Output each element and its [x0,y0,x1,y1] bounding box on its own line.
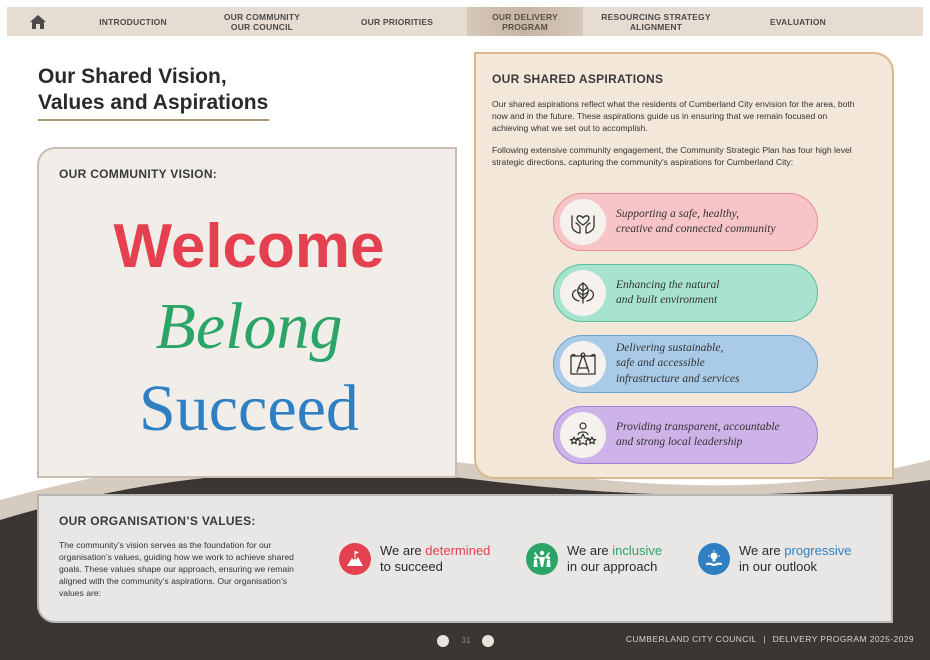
shared-aspirations-card [474,52,894,479]
aspiration-text [616,420,780,451]
nav-item-our-community[interactable] [197,7,327,36]
aspirations-title: OUR SHARED ASPIRATIONS [492,72,664,86]
value-text [380,543,490,575]
nav-item-our-priorities[interactable] [327,7,467,36]
footer-doc: DELIVERY PROGRAM 2025-2029 [772,634,914,644]
value-keyword: progressive [784,543,852,558]
nav-item-resourcing-strategy[interactable] [583,7,729,36]
organisation-values-card [37,494,893,623]
values-title: OUR ORGANISATION’S VALUES: [59,514,256,528]
nav-label: EVALUATION [770,16,826,27]
aspiration-line: safe and accessible [616,357,705,370]
footer-org: CUMBERLAND CITY COUNCIL [625,634,757,644]
value-inclusive [526,543,662,575]
hands-heart-icon [560,199,606,245]
aspiration-line: infrastructure and services [616,372,740,385]
value-determined [339,543,490,575]
aspiration-text [616,278,720,309]
leaf-icon [560,270,606,316]
aspiration-pill-leadership [553,406,818,464]
footer-document-label [626,634,914,644]
aspiration-line: Delivering sustainable, [616,341,724,354]
aspiration-line: and strong local leadership [616,436,743,448]
next-page-button[interactable] [482,635,494,647]
aspiration-pill-infrastructure [553,335,818,393]
aspiration-pill-community [553,193,818,251]
aspirations-directions: Following extensive community engagement, the Community Strategic Plan has four high level strategic directions, capturing the community's aspirations for Cumberland City: [492,145,852,167]
page-title-line2: Values and Aspirations [38,91,269,114]
vision-word-belong: Belong [155,290,343,363]
value-keyword: determined [425,543,491,558]
lightbulb-hand-icon [698,543,730,575]
nav-label: INTRODUCTION [99,16,167,27]
nav-label: OUR DELIVERY PROGRAM [492,11,558,32]
values-description: The community’s vision serves as the foundation for our organisation’s values, guiding how we work to achieve shared goals. These values shape our approach, ensuring we remain aligned with the community’s aspirations. Our organisation’s values are: [59,540,294,598]
page-number: 31 [461,636,471,645]
value-suffix: in our approach [567,559,658,574]
page-title [38,64,268,116]
leadership-stars-icon [560,412,606,458]
aspiration-line: Providing transparent, accountable [616,420,780,433]
nav-item-delivery-program[interactable] [467,7,583,36]
home-icon [30,15,46,29]
vision-word-welcome: Welcome [113,212,385,281]
nav-label: OUR COMMUNITY OUR COUNCIL [223,11,301,32]
value-prefix: We are [567,543,613,558]
top-navigation [7,7,923,36]
value-suffix: in our outlook [739,559,818,574]
vision-word-succeed: Succeed [139,372,359,445]
value-text [739,543,851,575]
community-vision-card [37,147,457,478]
people-together-icon [526,543,558,575]
aspiration-text [616,341,740,388]
aspiration-line: and built environment [616,294,718,306]
page-title-line1: Our Shared Vision, [38,65,227,88]
nav-label: RESOURCING STRATEGY ALIGNMENT [601,11,711,32]
previous-page-button[interactable] [437,635,449,647]
nav-label: OUR PRIORITIES [360,16,434,27]
aspiration-text [616,207,776,238]
value-suffix: to succeed [380,559,443,574]
summit-flag-icon [339,543,371,575]
value-keyword: inclusive [612,543,663,558]
value-progressive [698,543,851,575]
blueprint-compass-icon [560,341,606,387]
aspiration-line: creative and connected community [616,223,776,235]
title-underline [38,119,269,121]
value-prefix: We are [380,543,426,558]
community-vision-label: OUR COMMUNITY VISION: [59,167,218,181]
aspirations-intro: Our shared aspirations reflect what the residents of Cumberland City envision for the area, both now and in the future. These aspirations guide us in ensuring that we remain focused on achieving what we set out to accomplish. [492,99,855,133]
nav-item-evaluation[interactable] [729,7,867,36]
footer-separator: | [763,634,766,644]
value-prefix: We are [739,543,785,558]
aspiration-line: Supporting a safe, healthy, [616,207,739,220]
aspiration-line: Enhancing the natural [616,278,720,291]
aspiration-pill-environment [553,264,818,322]
home-button[interactable] [7,7,69,36]
nav-item-introduction[interactable] [69,7,197,36]
value-text [567,543,662,575]
